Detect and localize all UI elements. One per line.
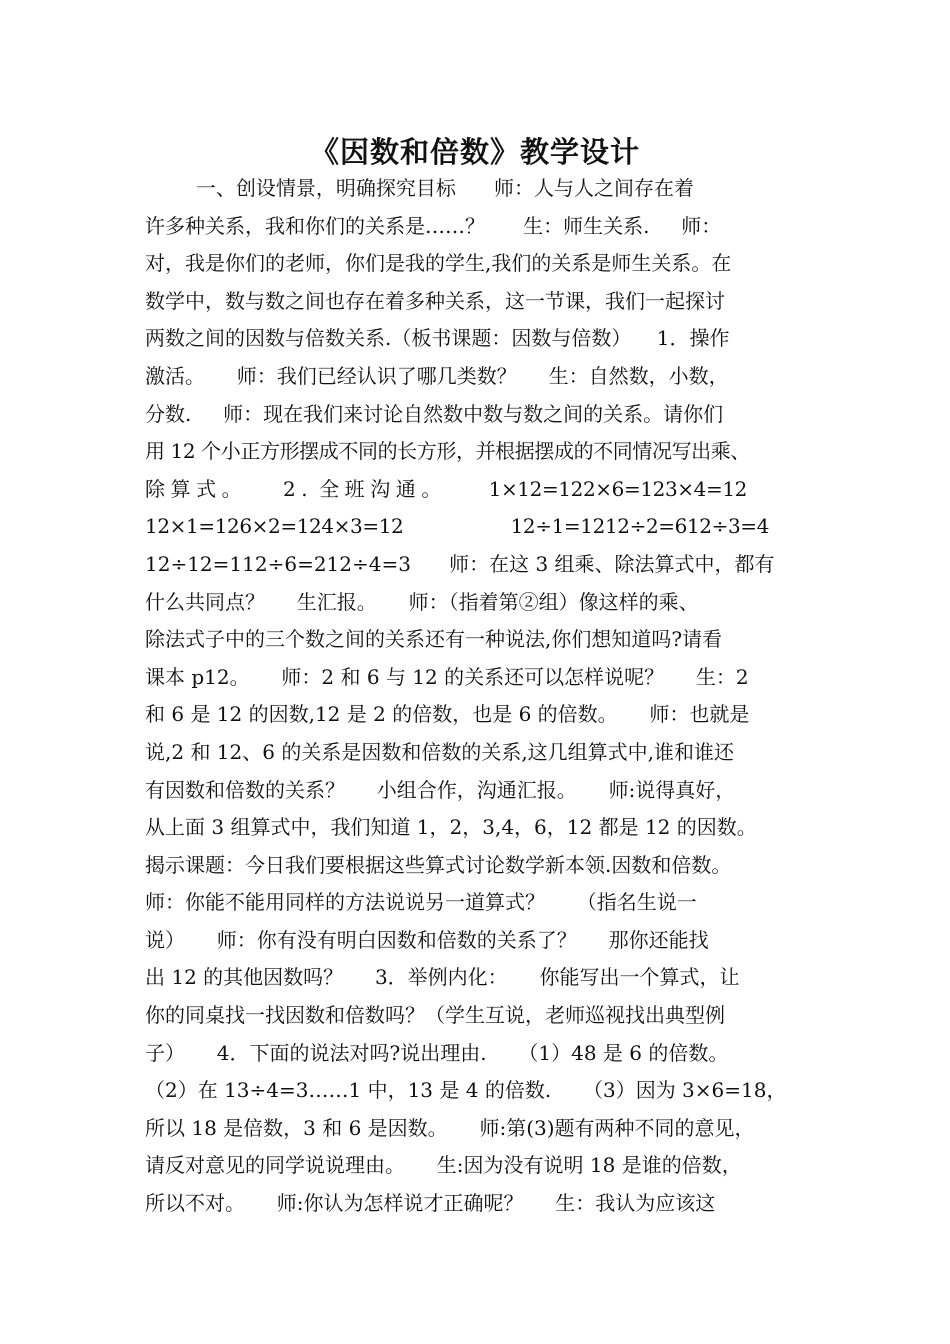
body-line: 说） 师：你有没有明白因数和倍数的关系了？ 那你还能找 xyxy=(145,927,709,952)
body-line: 课本 p12。 师：2 和 6 与 12 的关系还可以怎样说呢？ 生：2 xyxy=(145,664,749,689)
body-line: 分数. 师：现在我们来讨论自然数中数与数之间的关系。请你们 xyxy=(145,401,724,426)
body-line: 从上面 3 组算式中，我们知道 1，2，3,4，6，12 都是 12 的因数。 xyxy=(145,815,757,840)
body-line: 师：你能不能用同样的方法说说另一道算式？ （指名生说一 xyxy=(145,890,697,915)
body-line: 出 12 的其他因数吗？ 3．举例内化： 你能写出一个算式，让 xyxy=(145,965,740,990)
body-line: 一、创设情景，明确探究目标 师：人与人之间存在着 xyxy=(145,176,695,200)
body-line: 你的同桌找一找因数和倍数吗？（学生互说，老师巡视找出典型例 xyxy=(145,1003,725,1028)
body-line: 子） 4．下面的说法对吗?说出理由. （1）48 是 6 的倍数。 xyxy=(145,1040,729,1065)
body-line: 有因数和倍数的关系？ 小组合作，沟通汇报。 师:说得真好， xyxy=(145,777,736,802)
body-line: （2）在 13÷4=3……1 中，13 是 4 的倍数. （3）因为 3×6=18， xyxy=(145,1078,787,1103)
body-line: 除 算 式 。 2 . 全 班 沟 通 。 1×12=122×6=123×4=12 xyxy=(145,476,747,501)
body-line: 12×1=126×2=124×3=12 12÷1=1212÷2=612÷3=4 xyxy=(145,514,769,539)
body-line: 激活。 师：我们已经认识了哪几类数？ 生：自然数，小数， xyxy=(145,363,729,388)
body-line: 什么共同点？ 生汇报。 师：（指着第②组）像这样的乘、 xyxy=(145,589,699,614)
document-body xyxy=(145,170,825,1223)
body-line: 许多种关系，我和你们的关系是……？ 生：师生关系. 师： xyxy=(145,213,722,238)
body-line: 和 6 是 12 的因数,12 是 2 的倍数，也是 6 的倍数。 师：也就是 xyxy=(145,702,750,727)
body-line: 揭示课题：今日我们要根据这些算式讨论数学新本领.因数和倍数。 xyxy=(145,852,732,877)
document-title: 《因数和倍数》教学设计 xyxy=(309,135,640,169)
body-line: 对，我是你们的老师，你们是我的学生,我们的关系是师生关系。在 xyxy=(145,251,732,276)
body-line: 请反对意见的同学说说理由。 生:因为没有说明 18 是谁的倍数， xyxy=(145,1153,742,1178)
body-line: 两数之间的因数与倍数关系.（板书课题：因数与倍数） 1．操作 xyxy=(145,326,730,351)
body-line: 除法式子中的三个数之间的关系还有一种说法,你们想知道吗?请看 xyxy=(145,627,723,652)
body-line: 数学中，数与数之间也存在着多种关系，这一节课，我们一起探讨 xyxy=(145,288,725,313)
body-line: 12÷12=112÷6=212÷4=3 师：在这 3 组乘、除法算式中，都有 xyxy=(145,551,775,576)
body-line: 说,2 和 12、6 的关系是因数和倍数的关系,这几组算式中,谁和谁还 xyxy=(145,739,735,764)
body-line: 所以不对。 师:你认为怎样说才正确呢？ 生：我认为应该这 xyxy=(145,1191,716,1216)
body-line: 用 12 个小正方形摆成不同的长方形，并根据摆成的不同情况写出乘、 xyxy=(145,439,750,464)
body-line: 所以 18 是倍数，3 和 6 是因数。 师:第(3)题有两种不同的意见， xyxy=(145,1115,755,1140)
